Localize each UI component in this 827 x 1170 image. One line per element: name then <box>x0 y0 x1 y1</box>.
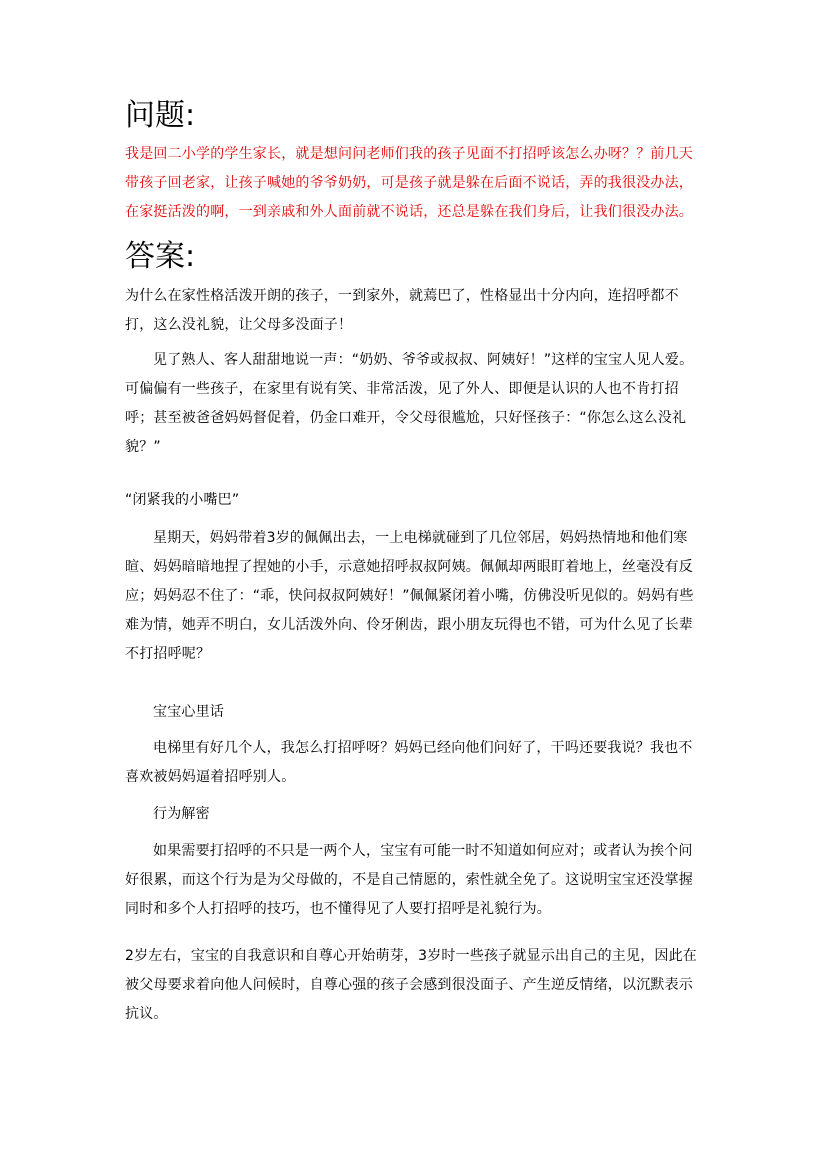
answer-paragraph-behavior: 如果需要打招呼的不只是一两个人，宝宝有可能一时不知道如何应对；或者认为挨个问好很累，而这个行为是为父母做的，不是自己情愿的，索性就全免了。这说明宝宝还没掌握同时和多个人打招呼的技巧，也不懂得见了人要打招呼是礼貌行为。 <box>125 843 693 917</box>
answer-subheading-quote: “闭紧我的小嘴巴” <box>125 492 240 508</box>
answer-paragraph-inner-voice: 电梯里有好几个人，我怎么打招呼呀？妈妈已经向他们问好了，干吗还要我说？我也不喜欢被妈妈逼着招呼别人。 <box>125 740 693 785</box>
answer-heading: 答案: <box>125 239 196 274</box>
answer-subheading-behavior: 行为解密 <box>153 806 210 822</box>
answer-subheading-inner-voice: 宝宝心里话 <box>153 704 224 720</box>
question-heading: 问题: <box>125 98 196 133</box>
answer-paragraph-intro: 为什么在家性格活泼开朗的孩子，一到家外，就蔫巴了，性格显出十分内向，连招呼都不打，这么没礼貌，让父母多没面子！ <box>125 288 679 333</box>
answer-paragraph-story: 星期天，妈妈带着3岁的佩佩出去，一上电梯就碰到了几位邻居，妈妈热情地和他们寒暄、妈妈暗暗地捏了捏她的小手，示意她招呼叔叔阿姨。佩佩却两眼盯着地上，丝毫没有反应；妈妈忍不住了：“乖，快问叔叔阿姨好！”佩佩紧闭着小嘴，仿佛没听见似的。妈妈有些难为情，她弄不明白，女儿活泼外向、伶牙俐齿，跟小朋友玩得也不错，可为什么见了长辈不打招呼呢？ <box>125 530 694 662</box>
answer-paragraph-development: 2岁左右，宝宝的自我意识和自尊心开始萌芽，3岁时一些孩子就显示出自己的主见，因此在被父母要求着向他人问候时，自尊心强的孩子会感到很没面子、产生逆反情绪，以沉默表示抗议。 <box>125 948 698 1022</box>
answer-paragraph-greeting: 见了熟人、客人甜甜地说一声：“奶奶、爷爷或叔叔、阿姨好！”这样的宝宝人见人爱。可偏偏有一些孩子，在家里有说有笑、非常活泼，见了外人、即便是认识的人也不肯打招呼；甚至被爸爸妈妈督促着，仍金口难开，令父母很尴尬，只好怪孩子：“你怎么这么没礼貌？” <box>125 352 694 455</box>
question-text: 我是回二小学的学生家长，就是想问问老师们我的孩子见面不打招呼该怎么办呀？？前几天带孩子回老家，让孩子喊她的爷爷奶奶，可是孩子就是躲在后面不说话，弄的我很没办法，在家挺活泼的啊，一到亲戚和外人面前就不说话，还总是躲在我们身后，让我们很没办法。 <box>125 146 693 220</box>
